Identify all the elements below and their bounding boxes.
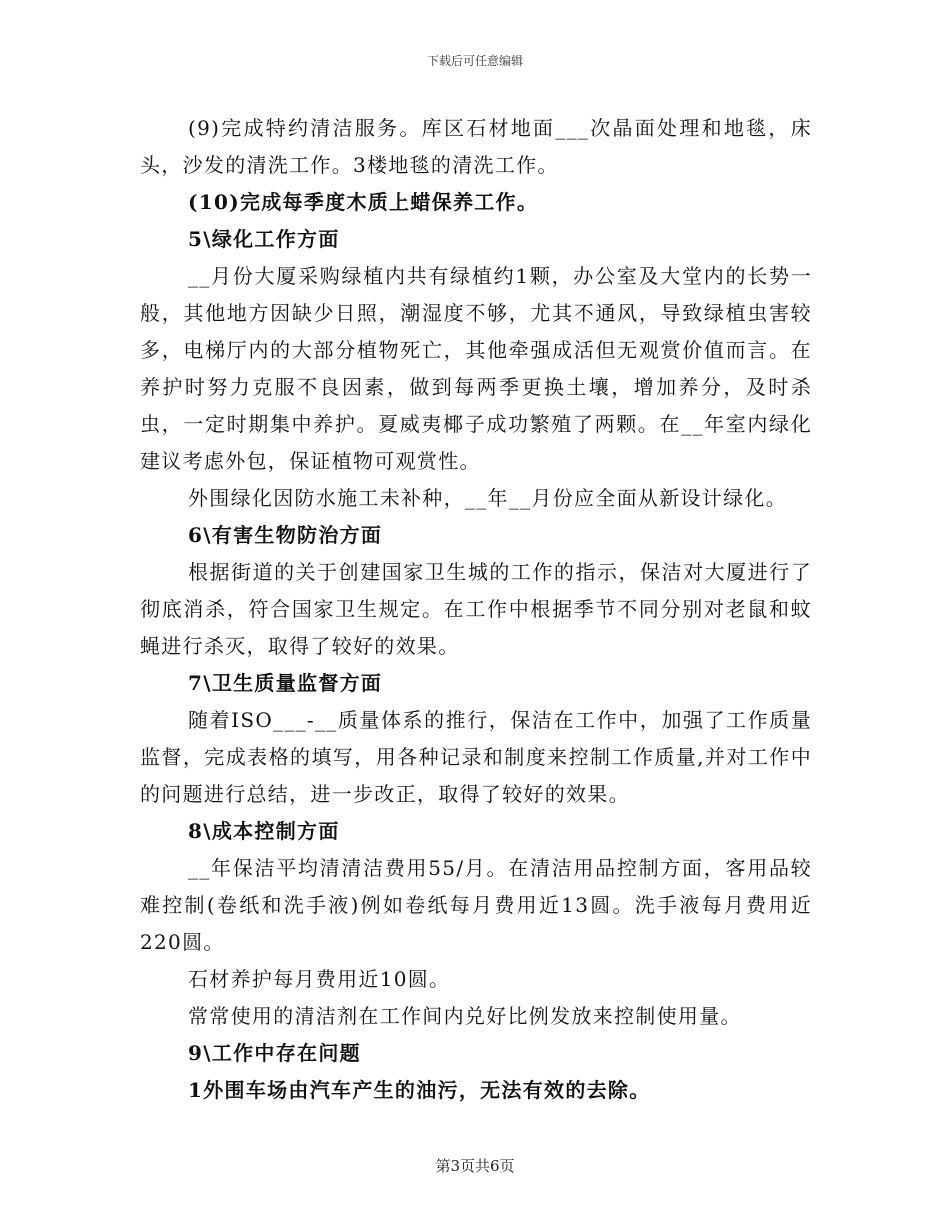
paragraph-detergent: 常常使用的清洁剂在工作间内兑好比例发放来控制使用量。 bbox=[188, 1004, 742, 1028]
paragraph-wood-waxing: (10)完成每季度木质上蜡保养工作。 bbox=[188, 190, 539, 214]
paragraph-pest-control: 根据街道的关于创建国家卫生城的工作的指示，保洁对大厦进行了彻底消杀，符合国家卫生规定。在工作中根据季节不同分别对老鼠和蚊蝇进行杀灭，取得了较好的效果。 bbox=[140, 560, 812, 658]
section-heading-pest-control: 6\有害生物防治方面 bbox=[188, 523, 383, 547]
section-heading-quality: 7\卫生质量监督方面 bbox=[188, 671, 383, 695]
section-heading-problems: 9\工作中存在问题 bbox=[188, 1041, 361, 1065]
section-heading-greening: 5\绿化工作方面 bbox=[188, 227, 340, 251]
section-heading-cost: 8\成本控制方面 bbox=[188, 819, 340, 843]
page-footer: 第3页共6页 bbox=[435, 1157, 515, 1175]
paragraph-quality: 随着ISO___-__质量体系的推行，保洁在工作中，加强了工作质量监督，完成表格的填写，用各种记录和制度来控制工作质量,并对工作中的问题进行总结，进一步改正，取得了较好的效果。 bbox=[140, 708, 812, 806]
document-body bbox=[140, 110, 812, 1109]
paragraph-problem-1: 1外围车场由汽车产生的油污，无法有效的去除。 bbox=[188, 1078, 651, 1102]
paragraph-greening-detail: __月份大厦采购绿植内共有绿植约1颗，办公室及大堂内的长势一般，其他地方因缺少日照，潮湿度不够，尤其不通风，导致绿植虫害较多，电梯厅内的大部分植物死亡，其他牵强成活但无观赏价值而言。在养护时努力克服不良因素，做到每两季更换土壤，增加养分，及时杀虫，一定时期集中养护。夏威夷椰子成功繁殖了两颗。在__年室内绿化建议考虑外包，保证植物可观赏性。 bbox=[140, 264, 812, 473]
page-header: 下载后可任意编辑 bbox=[426, 54, 523, 68]
paragraph-cost: __年保洁平均清清洁费用55/月。在清洁用品控制方面，客用品较难控制(卷纸和洗手液)例如卷纸每月费用近13圆。洗手液每月费用近220圆。 bbox=[140, 856, 812, 954]
paragraph-outdoor-greening: 外围绿化因防水施工未补种，__年__月份应全面从新设计绿化。 bbox=[188, 486, 787, 510]
paragraph-stone-cost: 石材养护每月费用近10圆。 bbox=[188, 967, 451, 991]
paragraph-special-cleaning: (9)完成特约清洁服务。库区石材地面___次晶面处理和地毯，床头，沙发的清洗工作。3楼地毯的清洗工作。 bbox=[140, 116, 812, 177]
